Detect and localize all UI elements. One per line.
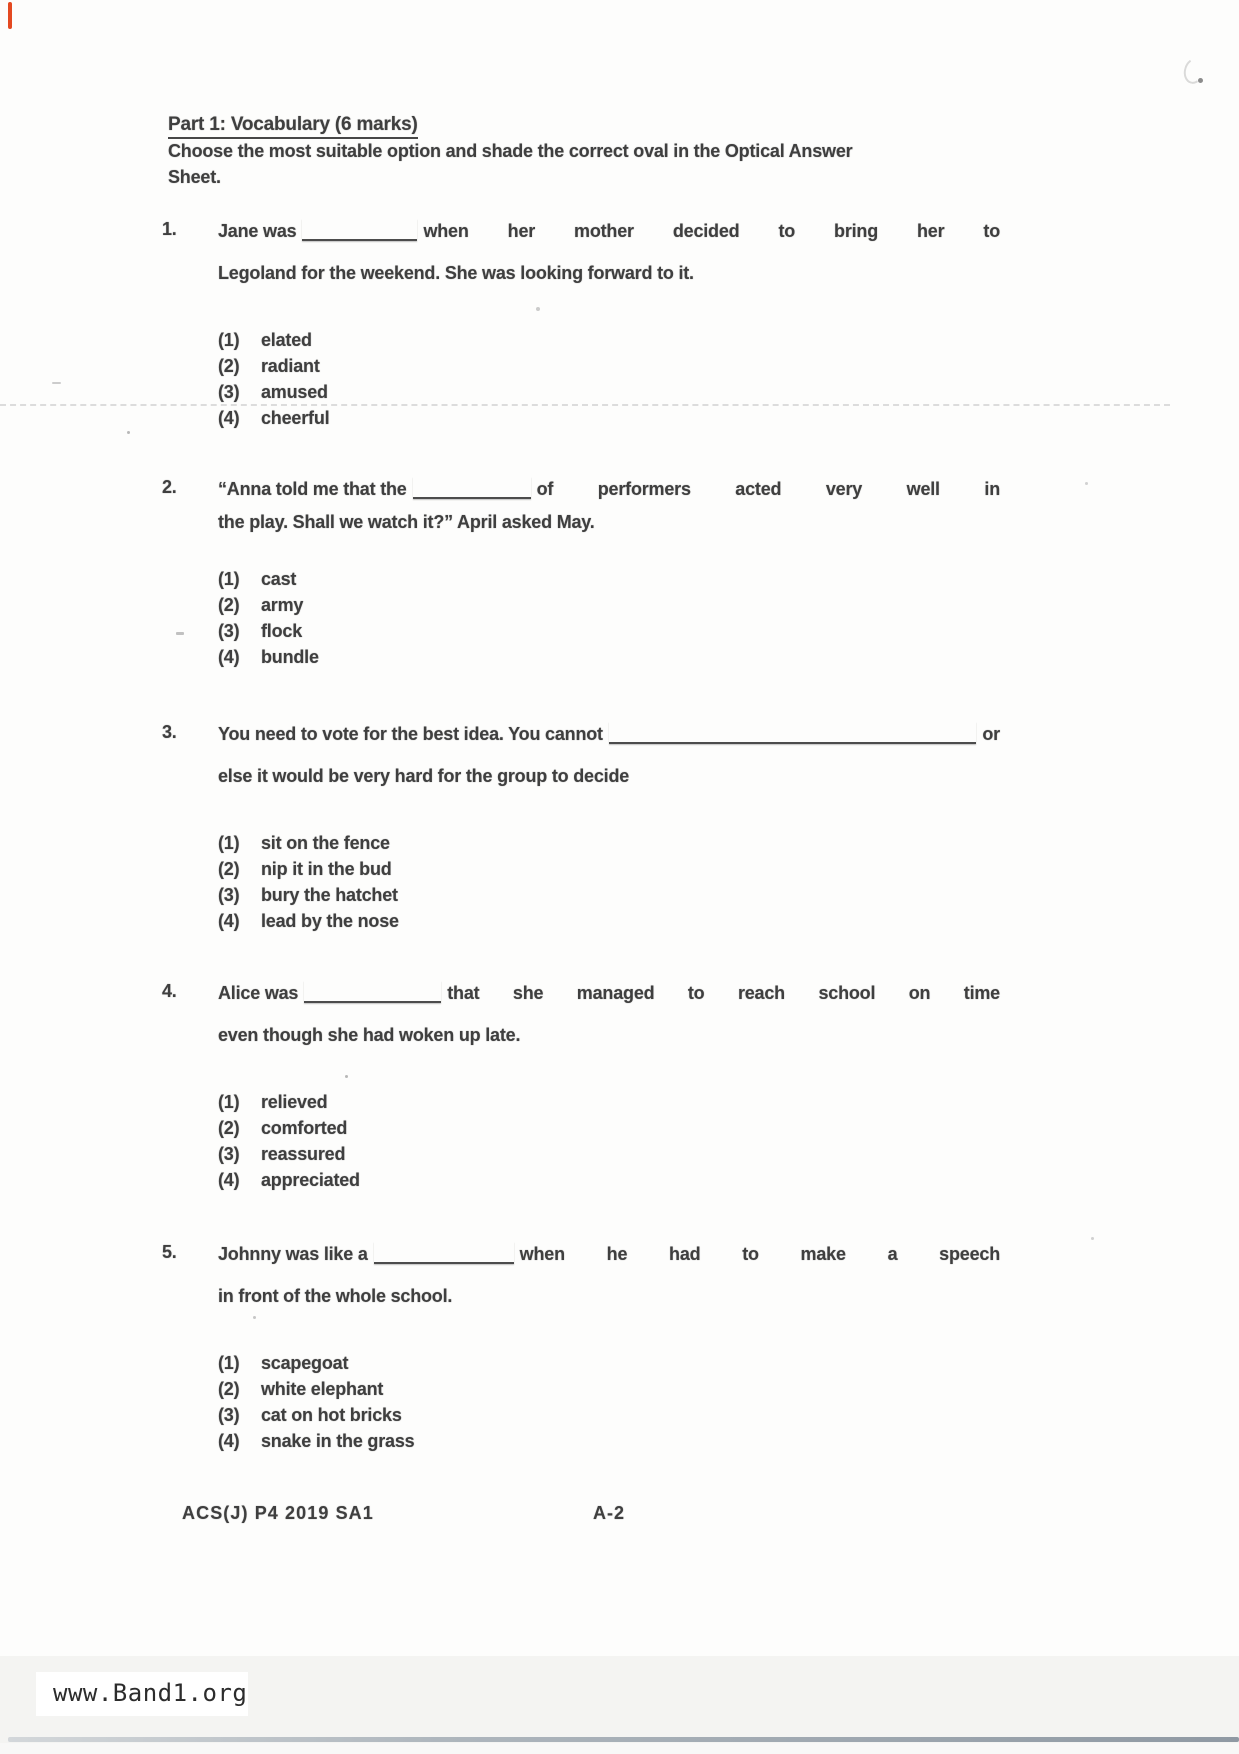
- scan-smudge-mark: [1181, 56, 1207, 86]
- footer-page-number: A-2: [593, 1503, 626, 1523]
- question-number: 3.: [162, 722, 177, 742]
- scan-speck: [1085, 482, 1088, 485]
- answer-blank: [302, 219, 417, 241]
- option-number: (3): [218, 885, 240, 905]
- option-label: cheerful: [261, 408, 330, 428]
- stem-before-blank: Alice was: [218, 983, 299, 1003]
- option-number: (4): [218, 1431, 240, 1451]
- option-row: [218, 1350, 1000, 1376]
- question-stem: [218, 477, 1000, 501]
- watermark-text: www.Band1.org: [53, 1679, 248, 1707]
- stem-after-blank: of performers acted very well in: [536, 479, 1000, 499]
- option-label: bury the hatchet: [261, 885, 398, 905]
- instructions-line-2: Sheet.: [168, 167, 221, 187]
- answer-blank: [413, 477, 531, 499]
- footer-doc-code: ACS(J) P4 2019 SA1: [182, 1503, 374, 1523]
- question-4: [162, 981, 1000, 1193]
- question-stem: [218, 722, 1000, 746]
- option-row: [218, 327, 1000, 353]
- option-number: (2): [218, 356, 240, 376]
- option-row: [218, 1402, 1000, 1428]
- option-row: [218, 618, 1000, 644]
- stem-after-blank: or: [982, 724, 1000, 744]
- answer-blank: [609, 722, 977, 744]
- option-row: [218, 1089, 1000, 1115]
- option-row: [218, 1115, 1000, 1141]
- scan-speck: [345, 1075, 348, 1078]
- answer-blank: [304, 981, 441, 1003]
- option-label: scapegoat: [261, 1353, 349, 1373]
- question-3: [162, 722, 1000, 934]
- stem-line-2: the play. Shall we watch it?” April asked May.: [218, 512, 595, 532]
- scan-speck: [176, 632, 184, 635]
- scan-smudge-dot: [1198, 78, 1203, 83]
- option-number: (1): [218, 569, 240, 589]
- option-row: [218, 592, 1000, 618]
- option-label: comforted: [261, 1118, 348, 1138]
- option-number: (3): [218, 1405, 240, 1425]
- stem-after-blank: that she managed to reach school on time: [447, 983, 1000, 1003]
- option-number: (2): [218, 595, 240, 615]
- question-number: 5.: [162, 1242, 177, 1262]
- option-row: [218, 882, 1000, 908]
- scan-speck: [52, 382, 61, 384]
- option-label: radiant: [261, 356, 320, 376]
- option-row: [218, 1376, 1000, 1402]
- stem-line-2: even though she had woken up late.: [218, 1025, 521, 1045]
- question-stem: [218, 219, 1000, 243]
- options-list: [218, 566, 1000, 670]
- stem-before-blank: “Anna told me that the: [218, 479, 407, 499]
- option-number: (1): [218, 1353, 240, 1373]
- answer-blank: [374, 1242, 514, 1264]
- option-number: (4): [218, 911, 240, 931]
- question-stem: [218, 1242, 1000, 1266]
- option-row: [218, 566, 1000, 592]
- scan-speck: [536, 307, 540, 311]
- scan-below-edge: [0, 1743, 1239, 1754]
- option-label: reassured: [261, 1144, 346, 1164]
- option-label: flock: [261, 621, 303, 641]
- scan-red-edge-mark: [8, 2, 12, 29]
- option-label: lead by the nose: [261, 911, 399, 931]
- options-list: [218, 327, 1000, 431]
- option-label: nip it in the bud: [261, 859, 392, 879]
- option-number: (2): [218, 859, 240, 879]
- option-row: [218, 353, 1000, 379]
- option-label: cat on hot bricks: [261, 1405, 402, 1425]
- option-label: elated: [261, 330, 312, 350]
- options-list: [218, 830, 1000, 934]
- question-number: 1.: [162, 219, 177, 239]
- scan-speck: [1091, 1237, 1094, 1240]
- scan-speck: [127, 431, 130, 434]
- option-number: (3): [218, 621, 240, 641]
- option-number: (3): [218, 382, 240, 402]
- option-number: (3): [218, 1144, 240, 1164]
- question-number: 4.: [162, 981, 177, 1001]
- option-row: [218, 405, 1000, 431]
- option-label: white elephant: [261, 1379, 384, 1399]
- option-row: [218, 908, 1000, 934]
- option-row: [218, 1428, 1000, 1454]
- stem-line-2: else it would be very hard for the group to decide: [218, 766, 630, 786]
- stem-after-blank: when he had to make a speech: [519, 1244, 1000, 1264]
- option-row: [218, 830, 1000, 856]
- option-row: [218, 644, 1000, 670]
- option-label: army: [261, 595, 304, 615]
- options-list: [218, 1350, 1000, 1454]
- question-stem: [218, 981, 1000, 1005]
- option-row: [218, 1141, 1000, 1167]
- option-label: cast: [261, 569, 297, 589]
- instructions-line-1: Choose the most suitable option and shade the correct oval in the Optical Answer: [168, 141, 853, 161]
- option-number: (2): [218, 1379, 240, 1399]
- page-title: Part 1: Vocabulary (6 marks): [168, 114, 418, 139]
- option-number: (4): [218, 408, 240, 428]
- option-row: [218, 379, 1000, 405]
- options-list: [218, 1089, 1000, 1193]
- stem-after-blank: when her mother decided to bring her to: [423, 221, 1000, 241]
- option-label: sit on the fence: [261, 833, 390, 853]
- option-number: (1): [218, 833, 240, 853]
- option-row: [218, 1167, 1000, 1193]
- option-row: [218, 856, 1000, 882]
- scan-faint-dashed-line: [0, 404, 1170, 406]
- option-number: (1): [218, 1092, 240, 1112]
- option-number: (2): [218, 1118, 240, 1138]
- option-label: appreciated: [261, 1170, 360, 1190]
- option-number: (1): [218, 330, 240, 350]
- stem-before-blank: Jane was: [218, 221, 297, 241]
- question-5: [162, 1242, 1000, 1454]
- option-label: relieved: [261, 1092, 328, 1112]
- option-number: (4): [218, 647, 240, 667]
- scan-page-edge-line: [8, 1737, 1239, 1742]
- stem-line-2: in front of the whole school.: [218, 1286, 453, 1306]
- stem-line-2: Legoland for the weekend. She was looking forward to it.: [218, 263, 694, 283]
- question-1: [162, 219, 1000, 431]
- option-label: bundle: [261, 647, 319, 667]
- option-number: (4): [218, 1170, 240, 1190]
- stem-before-blank: Johnny was like a: [218, 1244, 368, 1264]
- stem-before-blank: You need to vote for the best idea. You cannot: [218, 724, 603, 744]
- scan-speck: [253, 1316, 256, 1319]
- option-label: amused: [261, 382, 328, 402]
- question-number: 2.: [162, 477, 177, 497]
- question-2: [162, 477, 1000, 670]
- option-label: snake in the grass: [261, 1431, 415, 1451]
